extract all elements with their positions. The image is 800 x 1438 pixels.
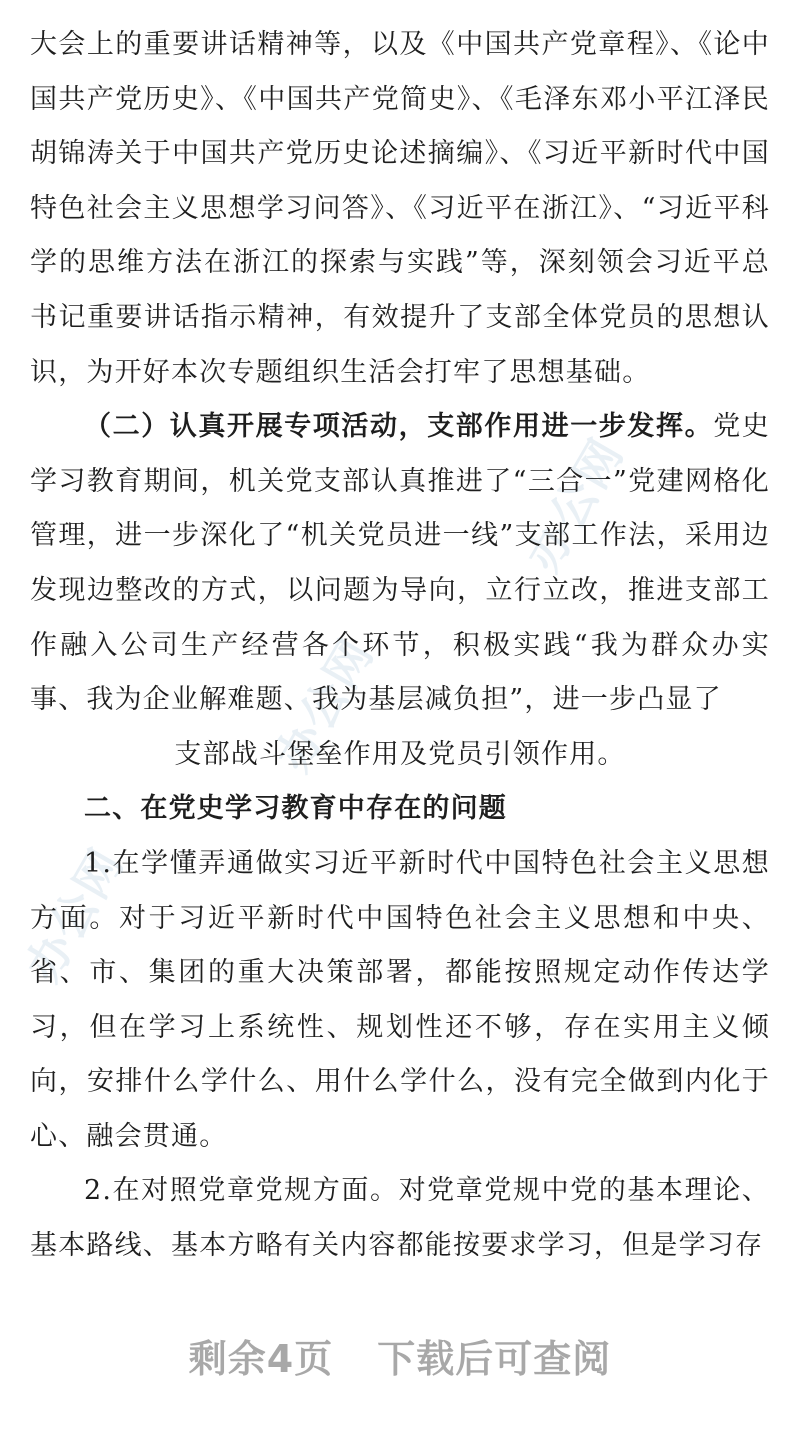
item-1: 1.在学懂弄通做实习近平新时代中国特色社会主义思想方面。对于习近平新时代中国特色社会主义思想和中央、省、市、集团的重大决策部署，都能按照规定动作传达学习，但在学习上系统性、规划性还不够，存在实用主义倾向，安排什么学什么、用什么学什么，没有完全做到内化于心、融会贯通。: [30, 847, 770, 1152]
paragraph-section-2: [30, 400, 770, 728]
part-2-heading: 二、在党史学习教育中存在的问题: [84, 793, 507, 825]
remaining-pages-text[interactable]: 剩余4页: [188, 1337, 334, 1381]
download-hint-text[interactable]: 下载后可查阅: [377, 1337, 612, 1381]
paragraph-1: 大会上的重要讲话精神等，以及《中国共产党章程》、《论中国共产党历史》、《中国共产党简史》、《毛泽东邓小平江泽民胡锦涛关于中国共产党历史论述摘编》、《习近平新时代中国特色社会主义思想学习问答》、《习近平在浙江》、“习近平科学的思维方法在浙江的探索与实践”等，深刻领会习近平总书记重要讲话指示精神，有效提升了支部全体党员的思想认识，为开好本次专题组织生活会打牢了思想基础。: [30, 29, 770, 388]
document-body: [30, 18, 770, 1274]
section-2-body: 党史学习教育期间，机关党支部认真推进了“三合一”党建网格化管理，进一步深化了“机关党员进一线”支部工作法，采用边发现边整改的方式，以问题为导向，立行立改，推进支部工作融入公司生产经营各个环节，积极实践“我为群众办实事、我为企业解难题、我为基层减负担”，进一步凸显了: [30, 411, 770, 716]
section-2-tail: 支部战斗堡垒作用及党员引领作用。: [174, 738, 626, 770]
watermark: 办公网: [15, 838, 134, 991]
section-2-heading: （二）认真开展专项活动，支部作用进一步发挥。: [84, 411, 714, 443]
watermark: 办公网: [265, 628, 384, 781]
download-banner[interactable]: [0, 1328, 800, 1383]
watermark: 办公网: [515, 428, 634, 581]
item-2: 2.在对照党章党规方面。对党章党规中党的基本理论、基本路线、基本方略有关内容都能按要求学习，但是学习存: [30, 1175, 770, 1262]
